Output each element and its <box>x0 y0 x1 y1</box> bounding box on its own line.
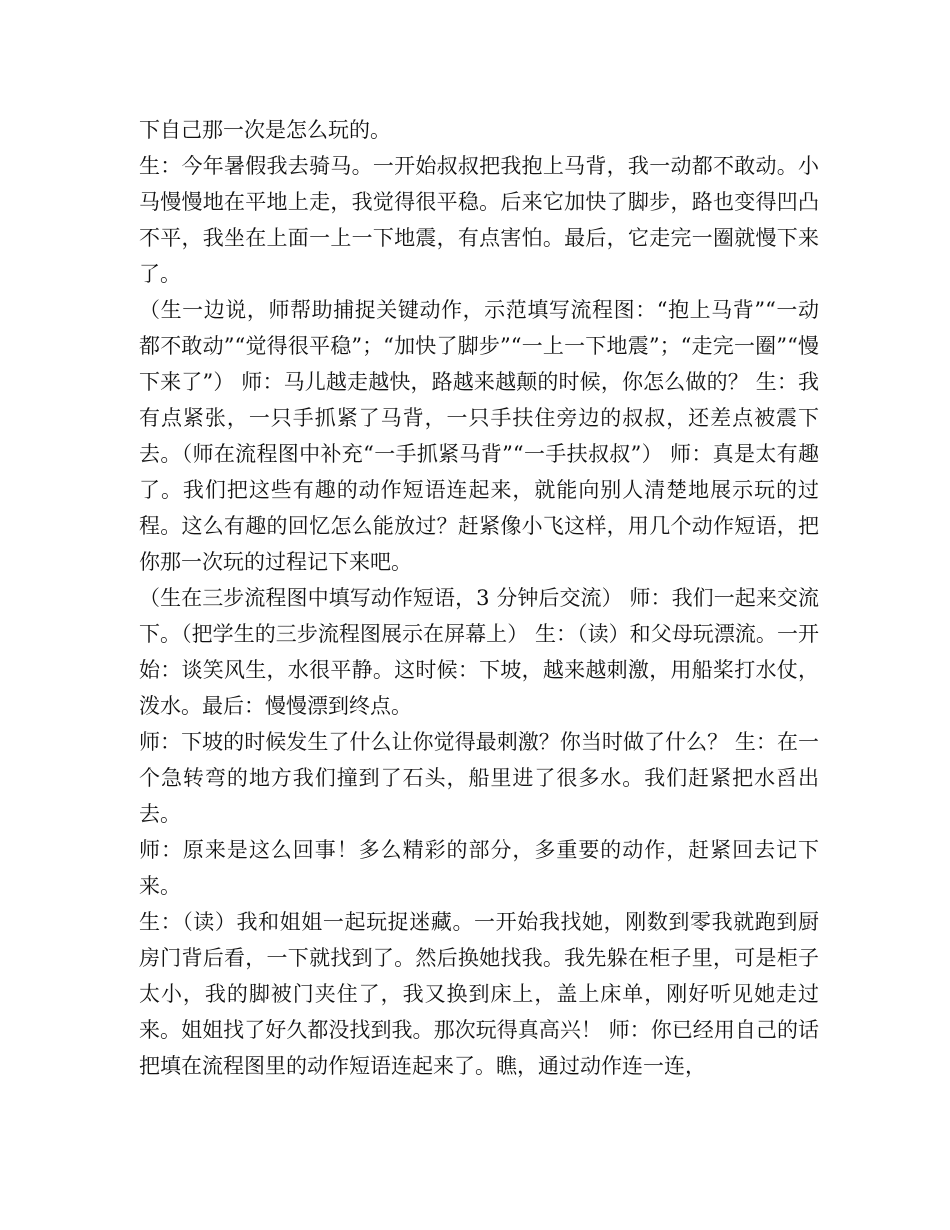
paragraph: 生：（读）我和姐姐一起玩捉迷藏。一开始我找她，刚数到零我就跑到厨房门背后看，一下就找到了。然后换她找我。我先躲在柜子里，可是柜子太小，我的脚被门夹住了，我又换到床上，盖上床单，刚好听见她走过来。姐姐找了好久都没找到我。那次玩得真高兴！ 师：你已经用自己的话把填在流程图里的动作短语连起来了。瞧，通过动作连一连， <box>139 910 819 1078</box>
paragraph: 师：下坡的时候发生了什么让你觉得最刺激？你当时做了什么？ 生：在一个急转弯的地方我们撞到了石头，船里进了很多水。我们赶紧把水舀出去。 <box>139 730 819 826</box>
paragraph: （生在三步流程图中填写动作短语，3 分钟后交流） 师：我们一起来交流下。（把学生的三步流程图展示在屏幕上） 生：（读）和父母玩漂流。一开始：谈笑风生，水很平静。这时候：下坡，越来越刺激，用船桨打水仗，泼水。最后：慢慢漂到终点。 <box>139 586 819 718</box>
document-body <box>139 112 819 1084</box>
paragraph: （生一边说，师帮助捕捉关键动作，示范填写流程图：“抱上马背”“一动都不敢动”“觉得很平稳”；“加快了脚步”“一上一下地震”；“走完一圈”“慢下来了”） 师：马儿越走越快，路越来越颠的时候，你怎么做的？ 生：我有点紧张，一只手抓紧了马背，一只手扶住旁边的叔叔，还差点被震下去。（师在流程图中补充“一手抓紧马背”“一手扶叔叔”） 师：真是太有趣了。我们把这些有趣的动作短语连起来，就能向别人清楚地展示玩的过程。这么有趣的回忆怎么能放过？赶紧像小飞这样，用几个动作短语，把你那一次玩的过程记下来吧。 <box>139 298 819 574</box>
paragraph: 师：原来是这么回事！多么精彩的部分，多重要的动作，赶紧回去记下来。 <box>139 838 819 898</box>
paragraph: 生：今年暑假我去骑马。一开始叔叔把我抱上马背，我一动都不敢动。小马慢慢地在平地上走，我觉得很平稳。后来它加快了脚步，路也变得凹凸不平，我坐在上面一上一下地震，有点害怕。最后，它走完一圈就慢下来了。 <box>139 154 819 286</box>
paragraph: 下自己那一次是怎么玩的。 <box>139 118 391 142</box>
